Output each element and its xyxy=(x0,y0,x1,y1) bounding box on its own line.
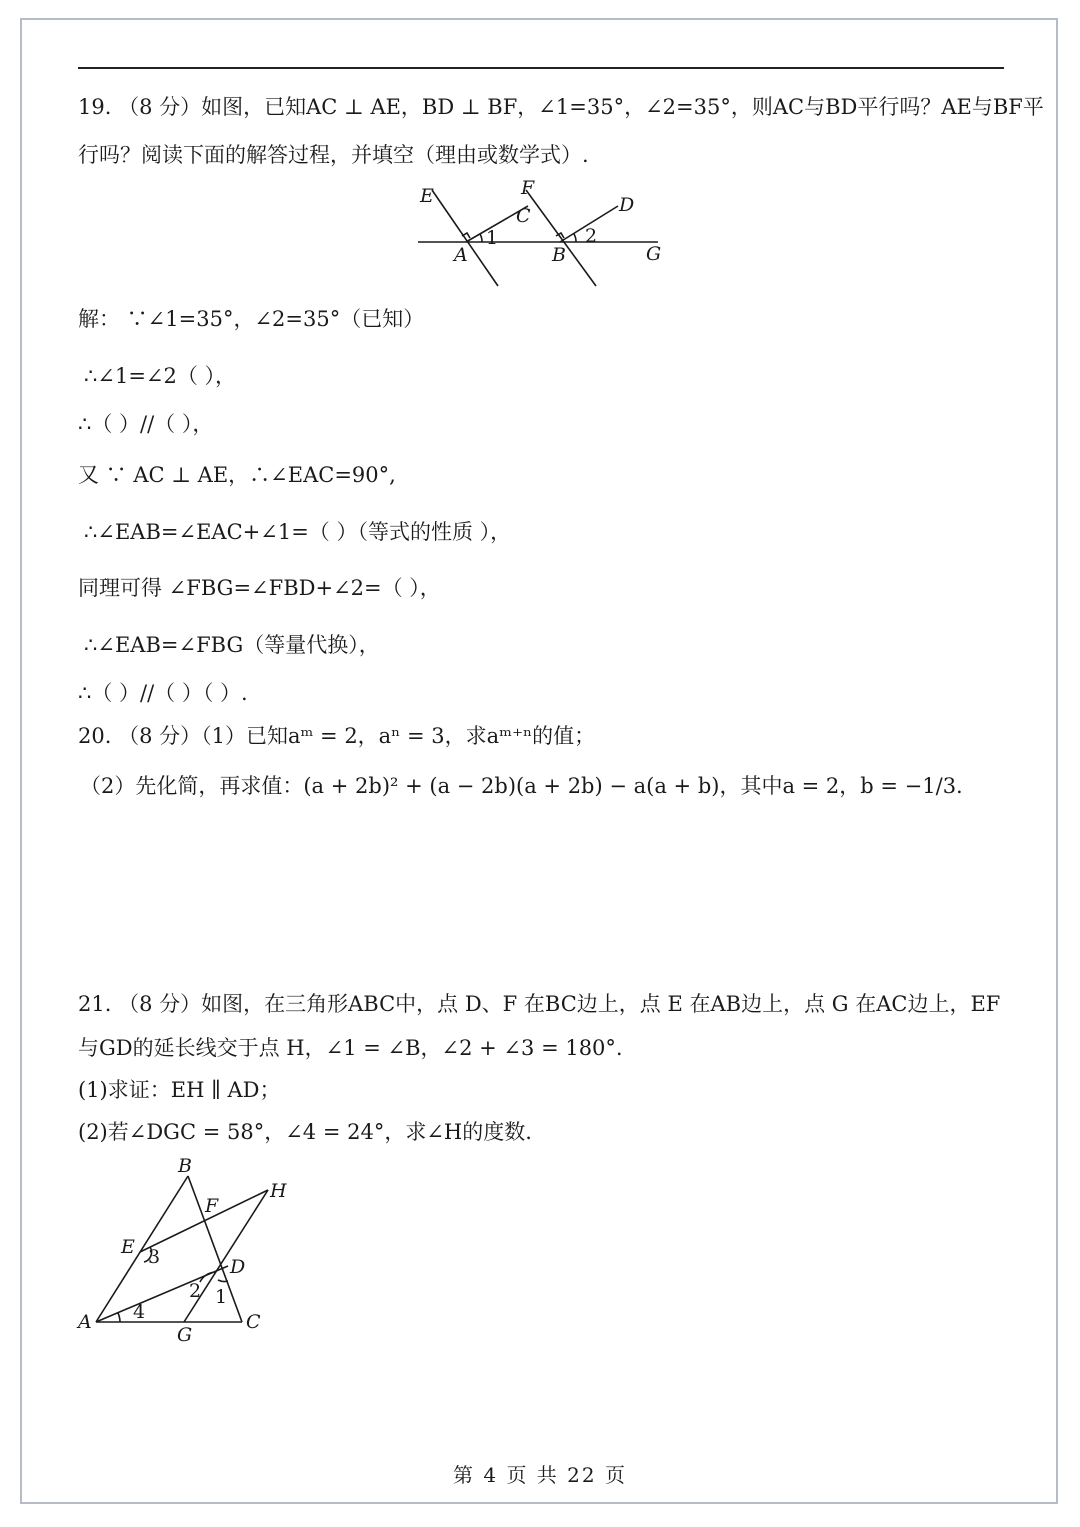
label-b: B xyxy=(552,244,566,266)
q19-figure xyxy=(410,178,680,290)
label-c: C xyxy=(516,205,531,227)
label-a: A xyxy=(78,1311,92,1333)
q19-line2: 行吗？阅读下面的解答过程，并填空（理由或数学式）. xyxy=(78,143,589,167)
label-angle1: 1 xyxy=(215,1286,228,1308)
angle-arc-1 xyxy=(480,234,482,242)
angle-arc-2 xyxy=(574,234,576,242)
label-e: E xyxy=(420,185,434,207)
q20-line1: 20. （8 分）（1）已知aᵐ = 2，aⁿ = 3，求aᵐ⁺ⁿ的值； xyxy=(78,724,596,748)
q20-line2: （2）先化简，再求值：(a + 2b)² + (a − 2b)(a + 2b) − a(a + b)，其中a = 2，b = −1/3. xyxy=(80,774,963,798)
label-angle3: 3 xyxy=(148,1246,161,1268)
q19-step-2: ∴（ ）//（ ）， xyxy=(78,412,214,436)
q21-line4: (2)若∠DGC = 58°，∠4 = 24°，求∠H的度数. xyxy=(78,1120,532,1144)
q21-line3: (1)求证：EH ∥ AD； xyxy=(78,1078,281,1102)
page-footer: 第 4 页 共 22 页 xyxy=(453,1463,627,1487)
q19-step-3: 又 ∵ AC ⊥ AE，∴∠EAC=90°, xyxy=(78,463,396,487)
label-b: B xyxy=(178,1155,192,1177)
label-f: F xyxy=(521,178,535,199)
label-g: G xyxy=(177,1324,193,1346)
q21-line2: 与GD的延长线交于点 H，∠1 = ∠B，∠2 + ∠3 = 180°. xyxy=(78,1036,623,1060)
header-rule xyxy=(78,67,1004,69)
q19-step-7: ∴（ ）//（ ）（ ）. xyxy=(78,681,248,705)
label-e: E xyxy=(121,1236,135,1258)
label-angle2: 2 xyxy=(189,1280,202,1302)
label-d: D xyxy=(619,194,635,216)
label-h: H xyxy=(270,1180,287,1202)
q19-step-4: ∴∠EAB=∠EAC+∠1=（ ）（等式的性质 ）， xyxy=(84,520,512,544)
label-angle2: 2 xyxy=(585,225,598,247)
q19-step-1: ∴∠1=∠2（ ）， xyxy=(84,364,237,388)
q19-step-0: 解： ∵∠1=35°，∠2=35°（已知） xyxy=(78,307,425,331)
q19-line1: 19. （8 分）如图，已知AC ⊥ AE，BD ⊥ BF，∠1=35°，∠2=35°，则AC与BD平行吗？AE与BF平 xyxy=(78,95,1044,119)
q21-line1: 21. （8 分）如图，在三角形ABC中，点 D、F 在BC边上，点 E 在AB边上，点 G 在AC边上，EF xyxy=(78,992,1001,1016)
q19-step-5: 同理可得 ∠FBG=∠FBD+∠2=（ ）， xyxy=(78,576,441,600)
angle-arc-4 xyxy=(118,1313,120,1322)
q21-figure xyxy=(70,1150,310,1350)
label-f: F xyxy=(205,1195,219,1217)
label-d: D xyxy=(230,1256,246,1278)
label-g: G xyxy=(646,243,662,265)
q19-step-6: ∴∠EAB=∠FBG（等量代换）， xyxy=(84,633,380,657)
label-angle4: 4 xyxy=(133,1301,146,1323)
label-c: C xyxy=(246,1311,261,1333)
label-angle1: 1 xyxy=(486,227,499,249)
label-a: A xyxy=(454,244,468,266)
right-angle-a xyxy=(462,233,470,238)
